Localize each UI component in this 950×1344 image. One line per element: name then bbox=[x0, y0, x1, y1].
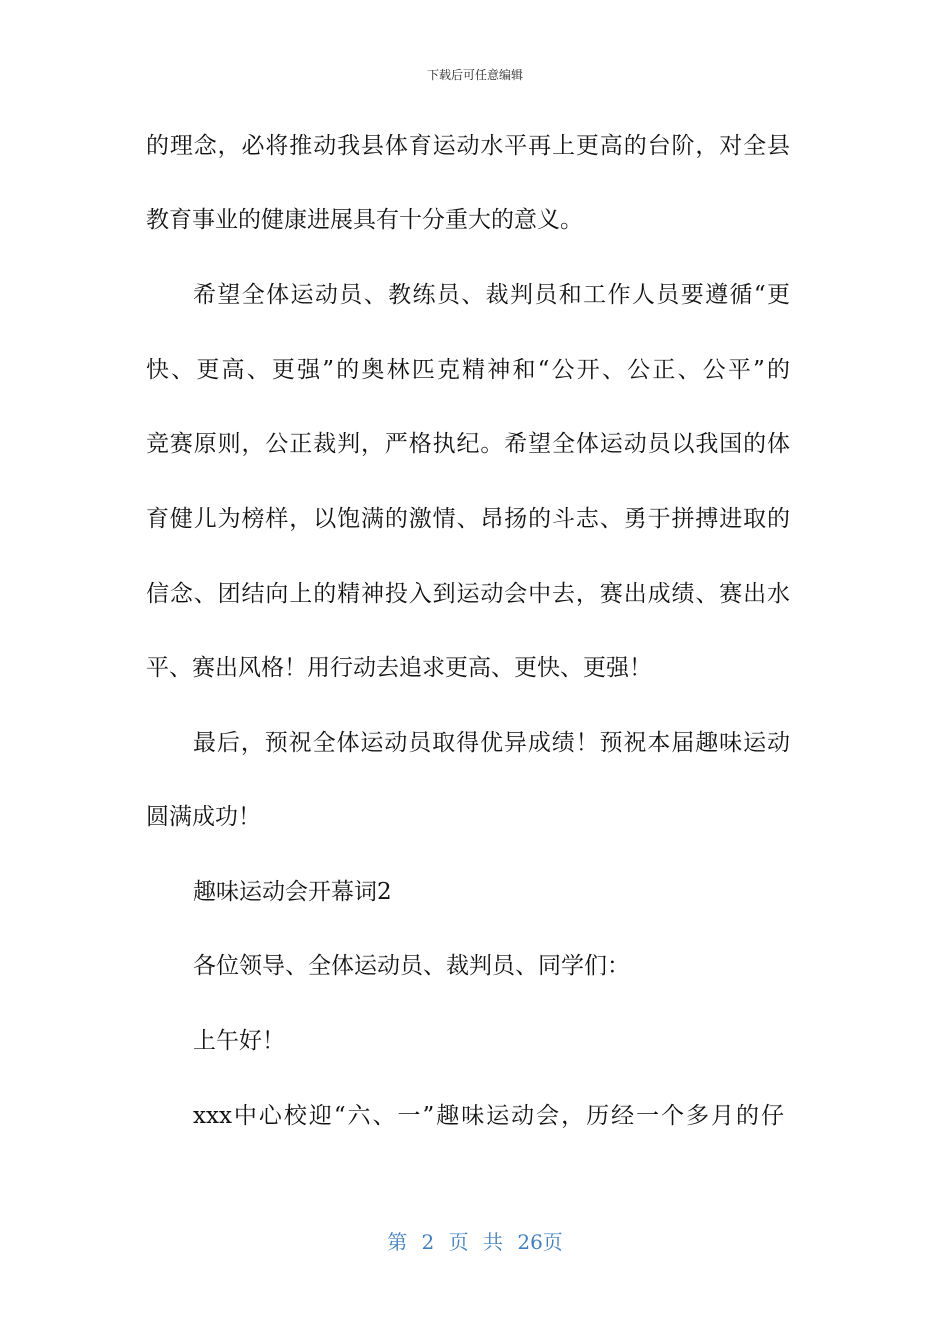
page-total-prefix: 共 bbox=[483, 1230, 503, 1254]
paragraph-start-line: xxx中心校迎“六、一”趣味运动会，历经一个多月的仔 bbox=[193, 1103, 784, 1129]
page-number-footer bbox=[0, 1226, 950, 1255]
page-mid: 页 bbox=[448, 1230, 469, 1254]
body-line: 教育事业的健康进展具有十分重大的意义。 bbox=[146, 207, 583, 233]
page-prefix: 第 bbox=[387, 1230, 408, 1254]
page-header-note: 下载后可任意编辑 bbox=[426, 68, 523, 82]
greeting-line: 上午好！ bbox=[193, 1028, 285, 1054]
section-heading: 趣味运动会开幕词2 bbox=[193, 879, 392, 905]
paragraph-start-line: 希望全体运动员、教练员、裁判员和工作人员要遵循“更 bbox=[193, 282, 790, 308]
body-line: 平、赛出风格！用行动去追求更高、更快、更强！ bbox=[146, 655, 652, 681]
body-line: 圆满成功！ bbox=[146, 804, 261, 830]
salutation-line: 各位领导、全体运动员、裁判员、同学们： bbox=[193, 953, 630, 979]
body-line: 竞赛原则，公正裁判，严格执纪。希望全体运动员以我国的体 bbox=[146, 431, 790, 457]
body-line: 的理念，必将推动我县体育运动水平再上更高的台阶，对全县 bbox=[146, 133, 790, 159]
body-line: 快、更高、更强”的奥林匹克精神和“公开、公正、公平”的 bbox=[146, 357, 790, 383]
body-line: 育健儿为榜样，以饱满的激情、昂扬的斗志、勇于拼搏进取的 bbox=[146, 506, 790, 532]
paragraph-start-line: 最后，预祝全体运动员取得优异成绩！预祝本届趣味运动 bbox=[193, 730, 790, 756]
page-current: 2 bbox=[421, 1230, 435, 1254]
page-total: 26页 bbox=[517, 1230, 563, 1254]
body-line: 信念、团结向上的精神投入到运动会中去，赛出成绩、赛出水 bbox=[146, 581, 790, 607]
